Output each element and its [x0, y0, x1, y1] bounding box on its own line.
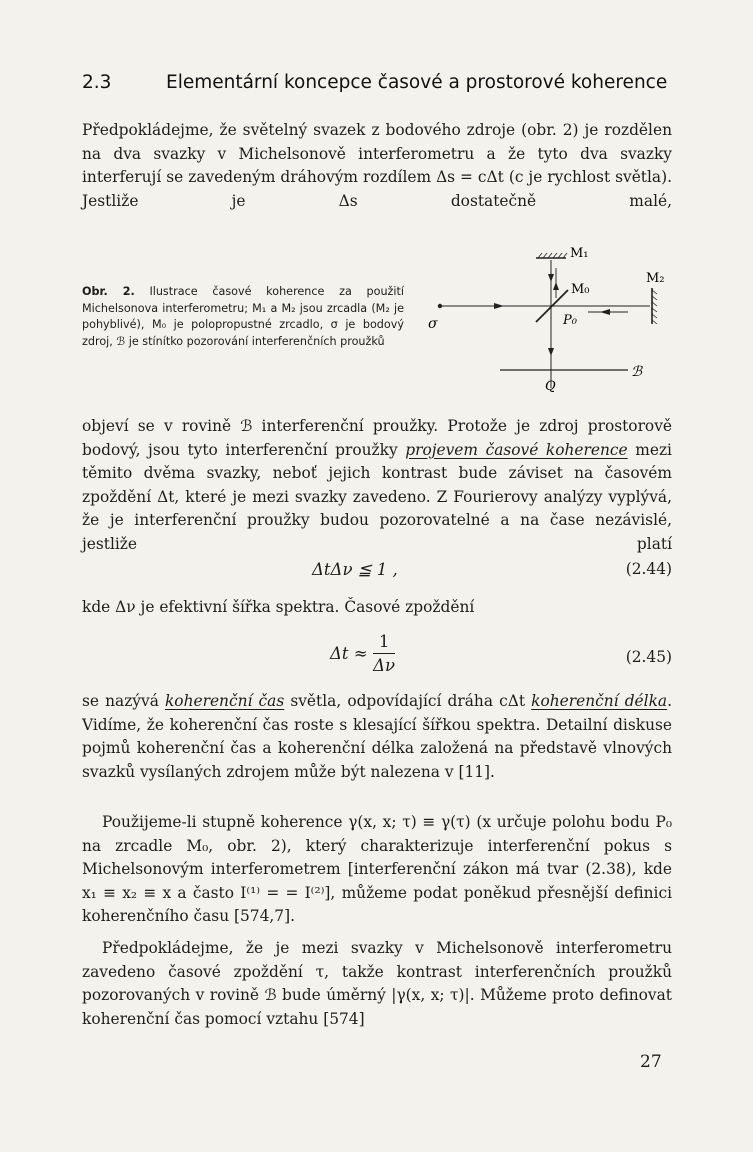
arrow-left-return — [600, 309, 610, 315]
label-screen: ℬ — [631, 364, 643, 380]
page-number: 27 — [640, 1052, 662, 1072]
paragraph-coherence-time — [82, 690, 672, 784]
label-sigma: σ — [428, 316, 438, 332]
label-m2: M₂ — [646, 271, 665, 286]
running-header — [82, 72, 672, 93]
paragraph-degree-of-coherence: Použijeme-li stupně koherence γ(x, x; τ) ≡ γ(τ) (x určuje polohu bodu P₀ na zrcadle M₀, obr. 2), který charakterizuje interferenční pokus s Michelsonovým interferometrem [interferenční zákon má tvar (2.38), kde x₁ ≡ x₂ ≡ x a často I⁽¹⁾ = = I⁽²⁾], můžeme podat poněkud přesnější definici koherenčního času [574,7]. — [82, 813, 672, 925]
equation-2-45-lhs: Δt ≈ — [330, 644, 368, 663]
arrow-up-upper — [553, 282, 559, 290]
equation-2-44-number: (2.44) — [625, 560, 672, 578]
arrow-down-lower — [548, 348, 554, 356]
label-m0: M₀ — [571, 282, 590, 297]
paragraph-3-mid: světla, odpovídající dráha cΔt — [284, 692, 532, 710]
figure-caption-text: Ilustrace časové koherence za použití Michelsonova interferometru; M₁ a M₂ jsou zrcadla (M₂ je pohyblivé), M₀ je polopropustné zrcadlo, σ je bodový zdroj, ℬ je stínítko pozorování interferenčních proužků — [82, 285, 405, 349]
michelson-interferometer-diagram — [418, 238, 678, 403]
equation-2-45-denominator: Δν — [373, 656, 396, 675]
figure-caption-number: Obr. 2. — [82, 285, 135, 298]
paragraph-3-start: se nazývá — [82, 692, 165, 710]
paragraph-3-end: . Vidíme, že koherenční čas roste s klesající šířkou spektra. Detailní diskuse pojmů koherenční čas a koherenční délka založená na představě vlnových svazků vysílaných zdrojem může být nalezena v [11]. — [82, 692, 672, 781]
label-m1: M₁ — [570, 246, 589, 261]
equation-2-45-numerator: 1 — [373, 632, 396, 654]
equation-2-44 — [82, 560, 672, 600]
paragraph-2-start: objeví se v rovině ℬ interferenční proužky. Protože je zdroj prostorově bodový, jsou tyto interferenční proužky — [82, 417, 672, 459]
paragraph-intro: Předpokládejme, že světelný svazek z bodového zdroje (obr. 2) je rozdělen na dva svazky v Michelsonově interferometru a že tyto dva svazky interferují se zavedeným dráhovým rozdílem Δs = cΔt (c je rychlost světla). Jestliže je Δs dostatečně malé, — [82, 121, 672, 210]
section-title: Elementární koncepce časové a prostorové koherence — [166, 72, 668, 93]
term-time-coherence: projevem časové koherence — [405, 440, 628, 459]
term-coherence-time: koherenční čas — [164, 692, 285, 710]
term-coherence-length: koherenční délka — [531, 692, 668, 710]
label-q: Q — [545, 379, 556, 394]
text-before-eq-245: kde Δν je efektivní šířka spektra. Časové zpoždění — [82, 598, 475, 616]
arrow-down-upper — [548, 274, 554, 282]
equation-2-45 — [82, 632, 672, 682]
label-p0: P₀ — [563, 313, 577, 328]
equation-2-45-fraction — [373, 632, 396, 675]
paragraph-time-coherence — [82, 415, 672, 556]
figure-caption — [82, 284, 404, 351]
equation-2-44-formula: ΔtΔν ≦ 1 , — [312, 560, 398, 579]
equation-2-45-formula — [330, 632, 395, 675]
paragraph-2-end: mezi těmito dvěma svazky, neboť jejich kontrast bude záviset na časovém zpoždění Δt, které je mezi svazky zavedeno. Z Fourierovy analýzy vyplývá, že je interferenční proužky budou pozorovatelné a na čase nezávislé, jestliže platí — [82, 440, 672, 553]
equation-2-45-number: (2.45) — [625, 648, 672, 666]
section-number: 2.3 — [82, 72, 112, 93]
arrow-right-source — [494, 303, 504, 309]
paragraph-definition-intro: Předpokládejme, že je mezi svazky v Michelsonově interferometru zavedeno časové zpoždění τ, takže kontrast interferenčních proužků pozorovaných v rovině ℬ bude úměrný |γ(x, x; τ)|. Můžeme proto definovat koherenční čas pomocí vztahu [574] — [82, 939, 672, 1028]
